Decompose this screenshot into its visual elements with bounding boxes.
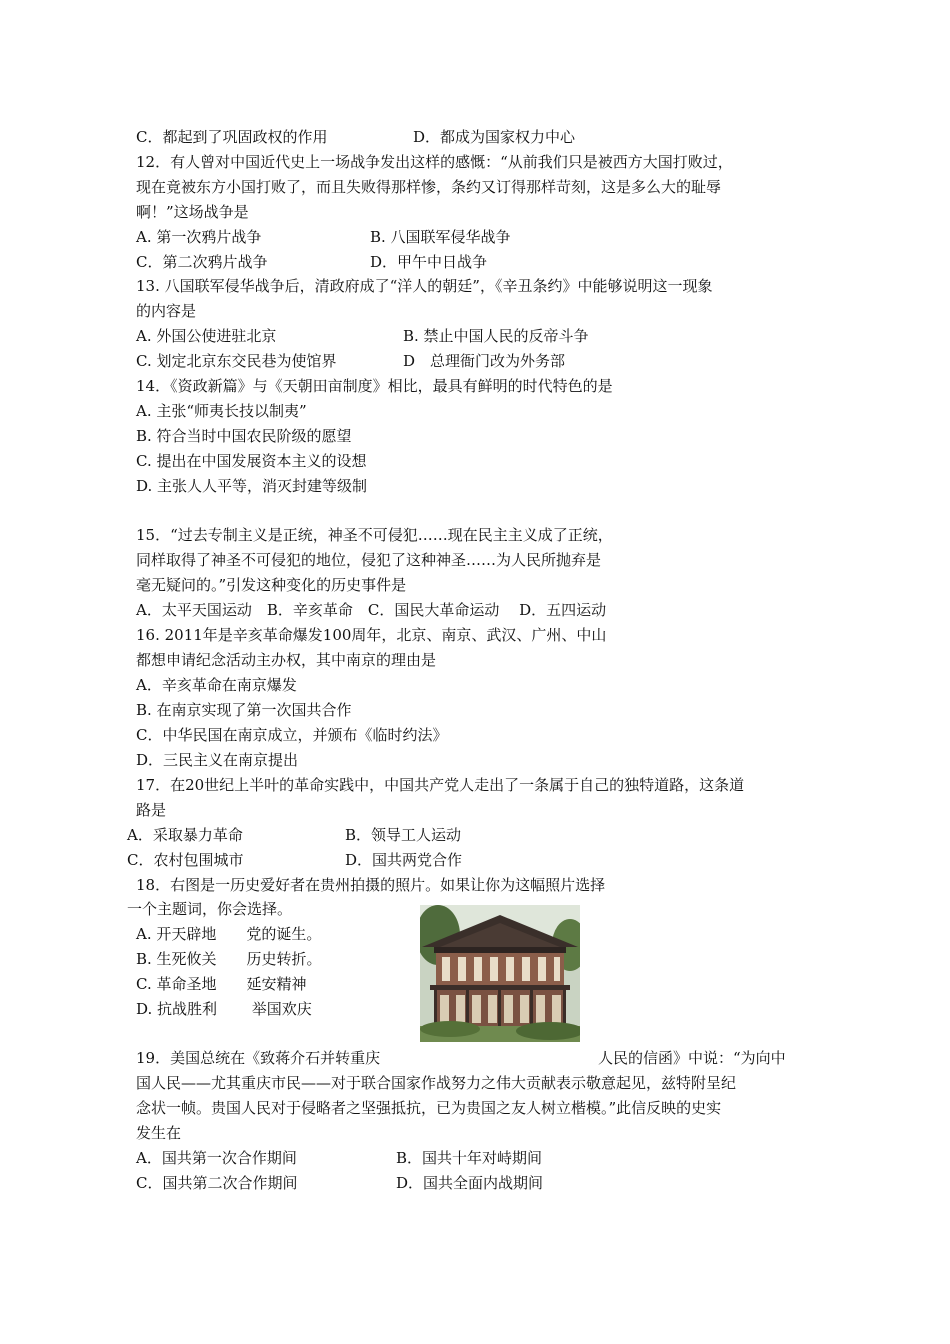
q16-option-b: B. 在南京实现了第一次国共合作: [136, 701, 352, 719]
historic-building-photo: [420, 905, 580, 1042]
q15-stem-line2: 同样取得了神圣不可侵犯的地位，侵犯了这种神圣……为人民所抛弃是: [136, 551, 602, 569]
q17-stem-line1: 17．在20世纪上半叶的革命实践中，中国共产党人走出了一条属于自己的独特道路，这条道: [136, 776, 745, 794]
q17-option-b: B．领导工人运动: [345, 826, 462, 844]
q17-option-a: A．采取暴力革命: [127, 826, 243, 844]
q16-option-c: C．中华民国在南京成立，并颁布《临时约法》: [136, 726, 448, 744]
q14-option-d: D. 主张人人平等，消灭封建等级制: [136, 477, 368, 495]
q12-stem-line2: 现在竟被东方小国打败了，而且失败得那样惨，条约又订得那样苛刻，这是多么大的耻辱: [136, 178, 722, 196]
q14-option-a: A. 主张“师夷长技以制夷”: [136, 402, 307, 420]
q12-stem-line1: 12．有人曾对中国近代史上一场战争发出这样的感慨：“从前我们只是被西方大国打败过，: [136, 153, 733, 171]
q12-option-d: D．甲午中日战争: [370, 253, 488, 271]
q19-option-c: C．国共第二次合作期间: [136, 1174, 298, 1192]
q19-option-b: B．国共十年对峙期间: [396, 1149, 543, 1167]
q18-option-d: D. 抗战胜利 举国欢庆: [136, 1000, 312, 1018]
q13-option-a: A. 外国公使进驻北京: [136, 327, 277, 345]
q16-option-d: D．三民主义在南京提出: [136, 751, 299, 769]
q11-option-d: D．都成为国家权力中心: [413, 128, 576, 146]
q11-option-c: C．都起到了巩固政权的作用: [136, 128, 328, 146]
q13-stem-line1: 13. 八国联军侵华战争后，清政府成了“洋人的朝廷”，《辛丑条约》中能够说明这一现象: [136, 277, 713, 295]
q12-option-b: B. 八国联军侵华战争: [370, 228, 511, 246]
q19-stem-line1a: 19．美国总统在《致蒋介石并转重庆: [136, 1049, 381, 1067]
q15-stem-line1: 15．“过去专制主义是正统，神圣不可侵犯……现在民主主义成了正统，: [136, 526, 613, 544]
q16-option-a: A．辛亥革命在南京爆发: [136, 676, 297, 694]
q15-stem-line3: 毫无疑问的。”引发这种变化的历史事件是: [136, 576, 407, 594]
q19-stem-line3: 念状一帧。贵国人民对于侵略者之坚强抵抗，已为贵国之友人树立楷模。”此信反映的史实: [136, 1099, 722, 1117]
q16-stem-line1: 16. 2011年是辛亥革命爆发100周年，北京、南京、武汉、广州、中山: [136, 626, 607, 644]
q13-option-b: B. 禁止中国人民的反帝斗争: [403, 327, 589, 345]
building-illustration: [420, 905, 580, 1042]
q14-option-b: B. 符合当时中国农民阶级的愿望: [136, 427, 352, 445]
q19-stem-line4: 发生在: [136, 1124, 182, 1142]
q17-option-c: C．农村包围城市: [127, 851, 244, 869]
q13-option-d: D 总理衙门改为外务部: [403, 352, 566, 370]
q19-option-a: A．国共第一次合作期间: [136, 1149, 297, 1167]
q12-option-a: A. 第一次鸦片战争: [136, 228, 262, 246]
q17-stem-line2: 路是: [136, 801, 167, 819]
q15-options: A．太平天国运动 B．辛亥革命 C．国民大革命运动 D．五四运动: [136, 601, 607, 619]
q18-option-c: C. 革命圣地 延安精神: [136, 975, 307, 993]
q12-option-c: C．第二次鸦片战争: [136, 253, 268, 271]
q14-option-c: C. 提出在中国发展资本主义的设想: [136, 452, 367, 470]
q14-stem: 14．《资政新篇》与《天朝田亩制度》相比，最具有鲜明的时代特色的是: [136, 377, 613, 395]
q13-stem-line2: 的内容是: [136, 302, 197, 320]
q18-option-a: A. 开天辟地 党的诞生。: [136, 925, 322, 943]
q18-stem-line1: 18．右图是一历史爱好者在贵州拍摄的照片。如果让你为这幅照片选择: [136, 876, 606, 894]
q13-option-c: C. 划定北京东交民巷为使馆界: [136, 352, 337, 370]
q19-stem-line2: 国人民——尤其重庆市民——对于联合国家作战努力之伟大贡献表示敬意起见，兹特附呈纪: [136, 1074, 737, 1092]
q18-option-b: B. 生死攸关 历史转折。: [136, 950, 322, 968]
q19-option-d: D．国共全面内战期间: [396, 1174, 544, 1192]
q19-stem-line1b: 人民的信函》中说：“为向中: [598, 1049, 786, 1067]
q18-stem-line2: 一个主题词，你会选择。: [127, 900, 293, 918]
q12-stem-line3: 啊！”这场战争是: [136, 203, 249, 221]
q17-option-d: D．国共两党合作: [345, 851, 463, 869]
q16-stem-line2: 都想申请纪念活动主办权，其中南京的理由是: [136, 651, 437, 669]
